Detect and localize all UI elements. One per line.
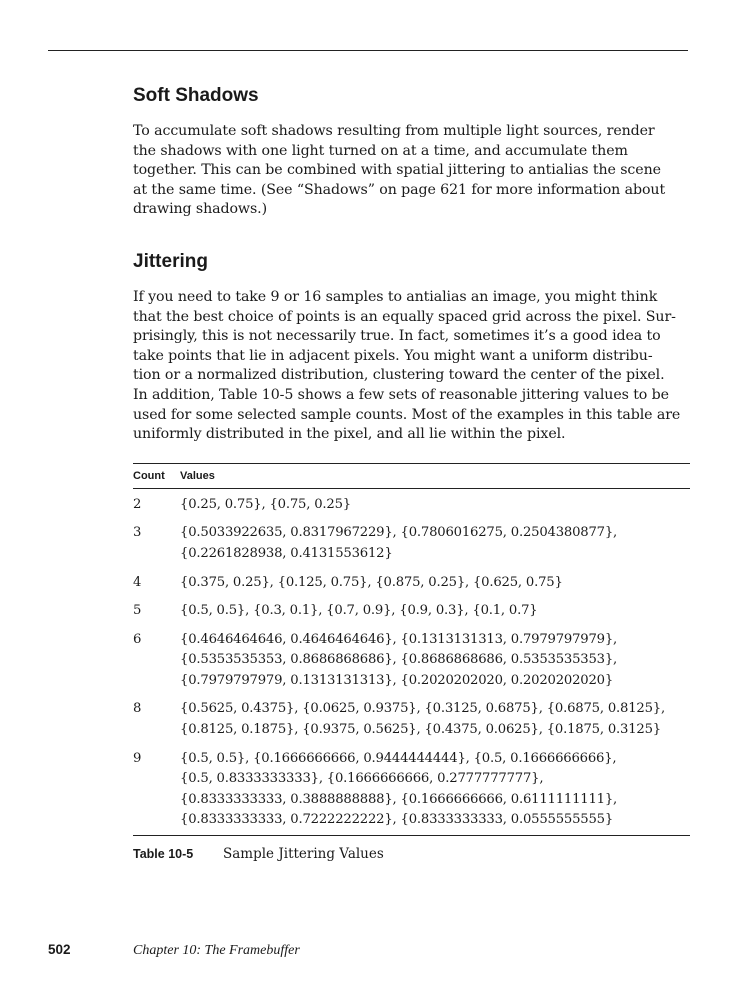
text-line: at the same time. (See “Shadows” on page 621 for more information about	[133, 181, 666, 198]
value-line: {0.4646464646, 0.4646464646}, {0.1313131313, 0.7979797979},	[180, 631, 618, 647]
text-line: To accumulate soft shadows resulting from multiple light sources, render	[133, 123, 655, 139]
row-values	[180, 601, 690, 622]
value-line: {0.25, 0.75}, {0.75, 0.25}	[180, 496, 351, 512]
value-line: {0.5, 0.5}, {0.3, 0.1}, {0.7, 0.9}, {0.9, 0.3}, {0.1, 0.7}	[180, 603, 538, 619]
value-line: {0.375, 0.25}, {0.125, 0.75}, {0.875, 0.25}, {0.625, 0.75}	[180, 574, 563, 590]
table-body	[133, 489, 690, 835]
value-line: {0.5, 0.5}, {0.1666666666, 0.9444444444}, {0.5, 0.1666666666},	[180, 750, 617, 766]
header-count: Count	[133, 469, 165, 482]
value-line: {0.5033922635, 0.8317967229}, {0.7806016275, 0.2504380877},	[180, 525, 618, 541]
text-line: drawing shadows.)	[133, 201, 268, 218]
section-heading-jittering: Jittering	[133, 250, 208, 272]
table-row	[133, 630, 690, 692]
caption-label: Table 10-5	[133, 847, 194, 862]
section-heading-soft-shadows: Soft Shadows	[133, 85, 259, 106]
table-row	[133, 573, 690, 594]
table-row	[133, 699, 690, 740]
row-count: 9	[133, 750, 142, 766]
text-line: the shadows with one light turned on at a time, and accumulate them	[133, 142, 628, 159]
text-line: together. This can be combined with spatial jittering to antialias the scene	[133, 162, 661, 179]
table-caption	[133, 846, 690, 862]
table-row	[133, 749, 690, 831]
table-bottom-rule	[133, 835, 690, 836]
text-line: uniformly distributed in the pixel, and all lie within the pixel.	[133, 426, 566, 443]
text-line: used for some selected sample counts. Most of the examples in this table are	[133, 406, 681, 423]
row-count: 5	[133, 603, 142, 619]
text-line: If you need to take 9 or 16 samples to antialias an image, you might think	[133, 288, 658, 305]
value-line: {0.8125, 0.1875}, {0.9375, 0.5625}, {0.4375, 0.0625}, {0.1875, 0.3125}	[180, 722, 661, 738]
value-line: {0.5, 0.8333333333}, {0.1666666666, 0.2777777777},	[180, 771, 544, 787]
table-header	[133, 464, 690, 488]
chapter-title: Chapter 10: The Framebuffer	[133, 943, 300, 958]
text-line: take points that lie in adjacent pixels. You might want a uniform distribu-	[133, 347, 653, 364]
row-count: 8	[133, 701, 142, 717]
value-line: {0.2261828938, 0.4131553612}	[180, 545, 393, 561]
page-content	[133, 84, 690, 862]
page-number: 502	[48, 942, 71, 957]
row-count: 2	[133, 496, 142, 512]
table-row	[133, 495, 690, 516]
row-values	[180, 523, 690, 564]
paragraph-soft-shadows	[133, 122, 690, 220]
value-line: {0.5625, 0.4375}, {0.0625, 0.9375}, {0.3125, 0.6875}, {0.6875, 0.8125},	[180, 701, 665, 717]
row-values	[180, 699, 690, 740]
row-count: 3	[133, 525, 142, 541]
text-line: tion or a normalized distribution, clustering toward the center of the pixel.	[133, 367, 665, 384]
header-values: Values	[180, 469, 215, 482]
jitter-table	[133, 463, 690, 862]
top-rule	[48, 50, 688, 51]
table-row	[133, 523, 690, 564]
row-values	[180, 495, 690, 516]
row-values	[180, 573, 690, 594]
paragraph-jittering	[133, 288, 690, 445]
row-values	[180, 630, 690, 692]
row-count: 6	[133, 631, 142, 647]
caption-text: Sample Jittering Values	[223, 846, 384, 863]
text-line: that the best choice of points is an equally spaced grid across the pixel. Sur-	[133, 308, 676, 325]
value-line: {0.8333333333, 0.7222222222}, {0.8333333333, 0.0555555555}	[180, 812, 614, 828]
value-line: {0.5353535353, 0.8686868686}, {0.8686868686, 0.5353535353},	[180, 652, 618, 668]
text-line: In addition, Table 10-5 shows a few sets of reasonable jittering values to be	[133, 386, 669, 403]
value-line: {0.8333333333, 0.3888888888}, {0.1666666666, 0.6111111111},	[180, 791, 618, 807]
text-line: prisingly, this is not necessarily true. In fact, sometimes it’s a good idea to	[133, 328, 661, 345]
row-values	[180, 749, 690, 831]
row-count: 4	[133, 574, 142, 590]
page-footer	[48, 942, 300, 959]
table-row	[133, 601, 690, 622]
value-line: {0.7979797979, 0.1313131313}, {0.2020202020, 0.2020202020}	[180, 672, 614, 688]
